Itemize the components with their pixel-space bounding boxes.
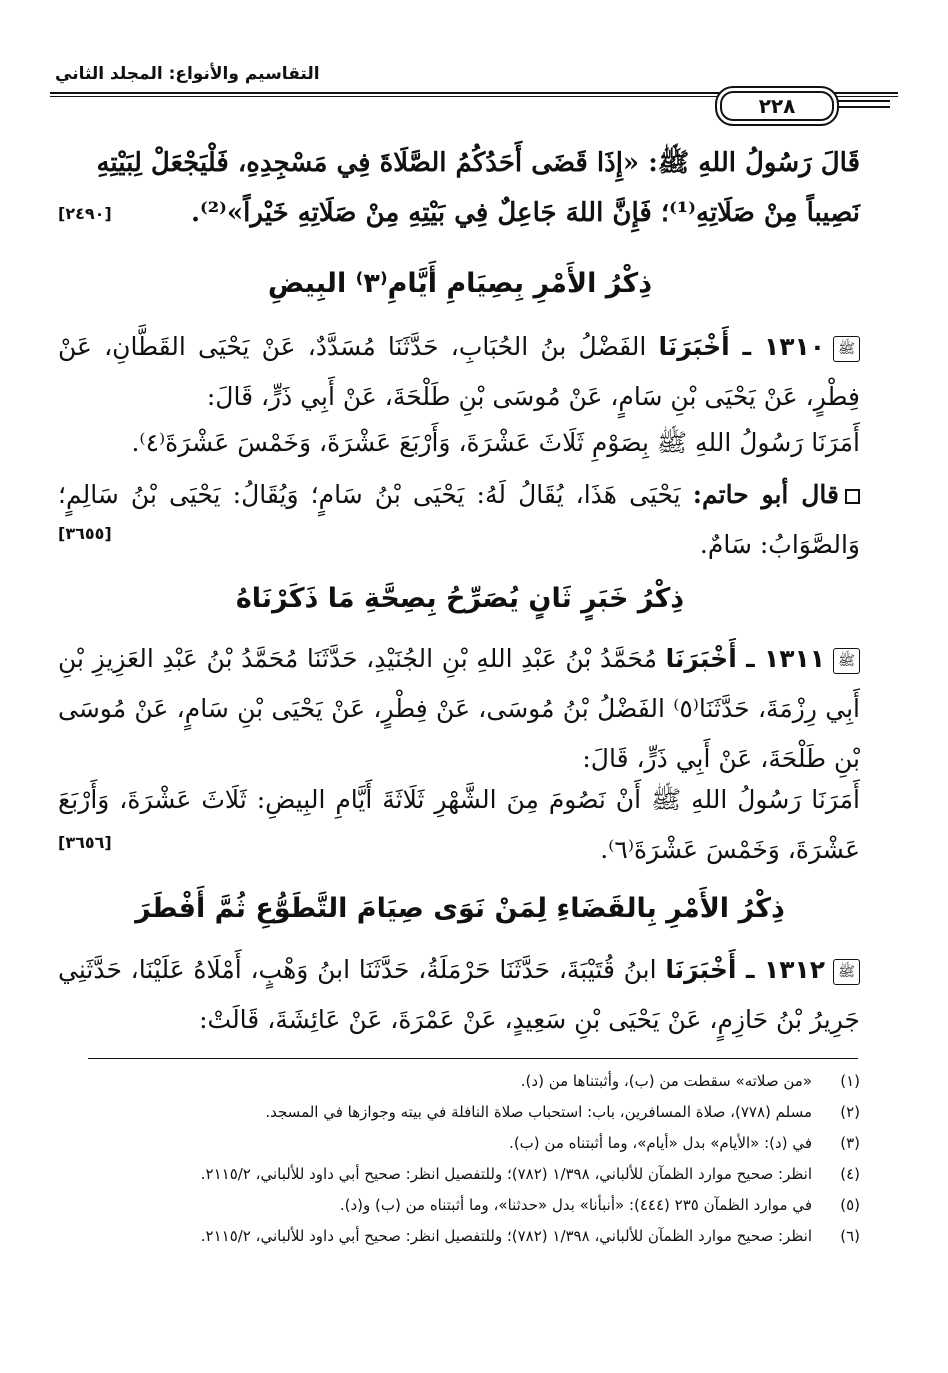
section-heading: ذِكْرُ الأَمْرِ بِصِيَامِ أَيَّامِ⁽٣⁾ البِيضِ xyxy=(267,268,653,299)
commentary-text: يَحْيَى هَذَا، يُقَالُ لَهُ: يَحْيَى بْنُ سَامٍ؛ وَيُقَالُ: يَحْيَى بْنُ سَالِمٍ؛ وَالصَّوَابُ: سَامٌ. xyxy=(58,480,860,559)
footnote-number: (٢) xyxy=(840,1103,860,1121)
footnote xyxy=(60,1128,860,1159)
reference-number: [٣٦٥٦] xyxy=(58,833,112,852)
footnote-number: (٣) xyxy=(840,1134,860,1152)
hadith-number: ١٣١١ ـ أَخْبَرَنَا xyxy=(665,644,826,673)
running-header-title: التقاسيم والأنواع: المجلد الثاني xyxy=(55,64,320,84)
footnote xyxy=(60,1159,860,1190)
hadith-marker-icon: ﷺ xyxy=(833,336,860,362)
footnote-rule xyxy=(88,1058,858,1059)
page-number: ٢٢٨ xyxy=(715,86,839,126)
hadith-matn: أَمَرَنَا رَسُولُ اللهِ ﷺ بِصَوْمِ ثَلَاثَ عَشْرَةَ، وَأَرْبَعَ عَشْرَةَ، وَخَمْسَ عَشْرَةَ⁽٤⁾. xyxy=(131,428,860,457)
hadith-isnad xyxy=(58,634,860,784)
hadith-isnad xyxy=(58,322,860,422)
footnote xyxy=(60,1066,860,1097)
footnote xyxy=(60,1097,860,1128)
footnote-text: انظر: صحيح موارد الظمآن للألباني، ١/٣٩٨ (٧٨٢)؛ وللتفصيل انظر: صحيح أبي داود للألباني، ٢١١٥/٢. xyxy=(200,1227,812,1245)
hadith-marker-icon: ﷺ xyxy=(833,648,860,674)
hadith-number: ١٣١٢ ـ أَخْبَرَنَا xyxy=(665,955,826,984)
hadith-number: ١٣١٠ ـ أَخْبَرَنَا xyxy=(658,332,826,361)
isnad-text: الفَضْلُ بنُ الحُبَابِ، حَدَّثَنَا مُسَدَّدٌ، عَنْ يَحْيَى القَطَّانِ، عَنْ فِطْرٍ، عَنْ يَحْيَى بْنِ سَامٍ، عَنْ مُوسَى بْنِ طَلْحَةَ، عَنْ أَبِي ذَرٍّ، قَالَ: xyxy=(58,332,860,411)
footnote-number: (٤) xyxy=(840,1165,860,1183)
footnote xyxy=(60,1221,860,1252)
footnote-text: في موارد الظمآن ٢٣٥ (٤٤٤): «أنبأنا» بدل «حدثنا»، وما أثبتناه من (ب) و(د). xyxy=(339,1196,812,1214)
hadith-marker-icon: ﷺ xyxy=(833,959,860,985)
footnotes xyxy=(60,1066,860,1252)
footnote-text: انظر: صحيح موارد الظمآن للألباني، ١/٣٩٨ (٧٨٢)؛ وللتفصيل انظر: صحيح أبي داود للألباني، ٢١١٥/٢. xyxy=(200,1165,812,1183)
section-heading: ذِكْرُ الأَمْرِ بِالقَضَاءِ لِمَنْ نَوَى صِيَامَ التَّطَوُّعِ ثُمَّ أَفْطَرَ xyxy=(135,893,785,924)
isnad-text: مُحَمَّدُ بْنُ عَبْدِ اللهِ بْنِ الجُنَيْدِ، حَدَّثَنَا مُحَمَّدُ بْنُ عَبْدِ العَزِيزِ بْنِ أَبِي رِزْمَةَ، حَدَّثَنَا⁽٥⁾ الفَضْلُ بْنُ مُوسَى، عَنْ فِطْرٍ، عَنْ يَحْيَى بْنِ سَامٍ، عَنْ مُوسَى بْنِ طَلْحَةَ، عَنْ أَبِي ذَرٍّ، قَالَ: xyxy=(58,644,861,773)
commentary xyxy=(58,470,860,570)
footnote-text: مسلم (٧٧٨)، صلاة المسافرين، باب: استحباب صلاة النافلة في بيته وجوازها في المسجد. xyxy=(265,1103,812,1121)
footnote-number: (٦) xyxy=(840,1227,860,1245)
reference-number: [٣٦٥٥] xyxy=(58,524,112,543)
footnote-number: (٥) xyxy=(840,1196,860,1214)
footnote-text: «من صلاته» سقطت من (ب)، وأثبتناها من (د). xyxy=(520,1072,812,1090)
hadith-text-line: نَصِيباً مِنْ صَلَاتِهِ⁽¹⁾؛ فَإِنَّ اللهَ جَاعِلٌ فِي بَيْتِهِ مِنْ صَلَاتِهِ خَيْراً»⁽²⁾. xyxy=(190,198,860,228)
footnote-text: في (د): «الأيام» بدل «أيام»، وما أثبتناه من (ب). xyxy=(509,1134,812,1152)
section-heading: ذِكْرُ خَبَرٍ ثَانٍ يُصَرِّحُ بِصِحَّةِ مَا ذَكَرْنَاهُ xyxy=(235,583,685,614)
hadith-text-line: قَالَ رَسُولُ اللهِ ﷺ: «إِذَا قَضَى أَحَدُكُمُ الصَّلَاةَ فِي مَسْجِدِهِ، فَلْيَجْعَلْ لِبَيْتِهِ xyxy=(96,148,860,178)
hadith-matn: أَمَرَنَا رَسُولُ اللهِ ﷺ أَنْ نَصُومَ مِنَ الشَّهْرِ ثَلَاثَةَ أَيَّامِ البِيضِ: ثَلَاثَ عَشْرَةَ، وَأَرْبَعَ عَشْرَةَ، وَخَمْسَ عَشْرَةَ⁽٦⁾. xyxy=(58,785,860,864)
header-ornament-lines xyxy=(838,100,890,112)
isnad-text: ابنُ قُتَيْبَةَ، حَدَّثَنَا حَرْمَلَةُ، حَدَّثَنَا ابنُ وَهْبٍ، أَمْلَاهُ عَلَيْنَا، حَدَّثَنِي جَرِيرُ بْنُ حَازِمٍ، عَنْ يَحْيَى بْنِ سَعِيدٍ، عَنْ عَمْرَةَ، عَنْ عَائِشَةَ، قَالَتْ: xyxy=(58,955,860,1034)
square-bullet-icon xyxy=(845,489,860,504)
hadith-isnad xyxy=(58,945,860,1045)
commentary-label: قال أبو حاتم: xyxy=(692,480,839,509)
reference-number: [٢٤٩٠] xyxy=(58,204,112,223)
footnote-number: (١) xyxy=(840,1072,860,1090)
footnote xyxy=(60,1190,860,1221)
